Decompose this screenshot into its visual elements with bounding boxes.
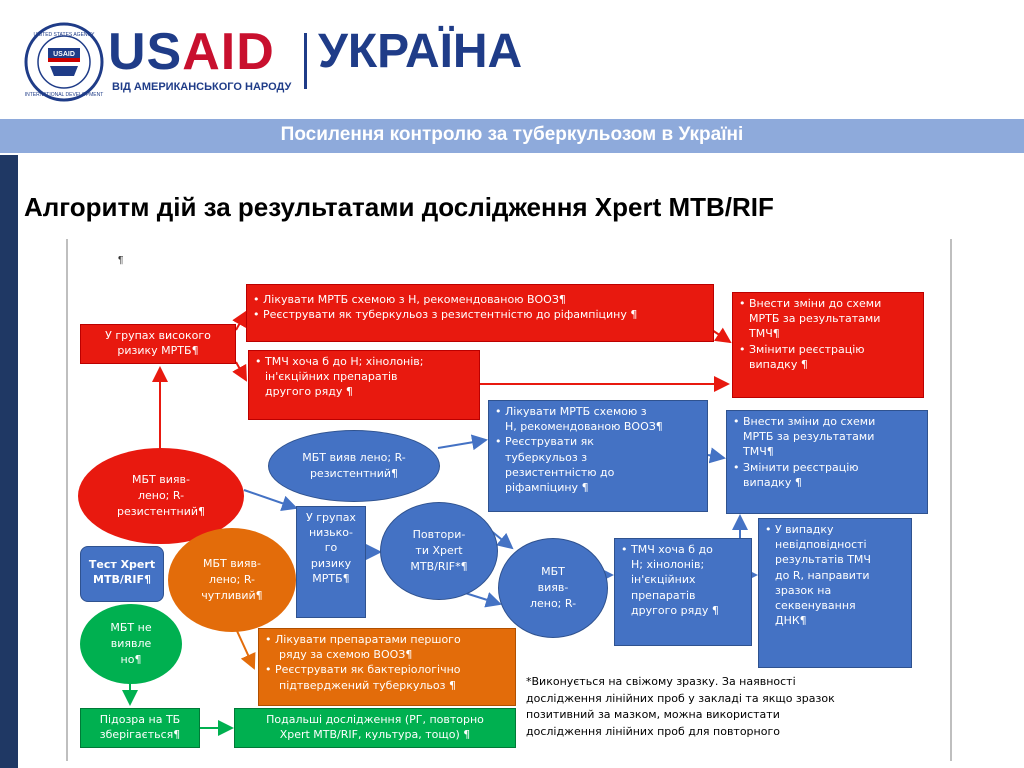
mbt-resistant-ellipse: МБТ вияв- лено; R- резистентний¶ (78, 448, 244, 544)
mbt-negative-ellipse: МБТ не виявле но¶ (80, 604, 182, 684)
red-tmch-box: • ТМЧ хоча б до Н; хінолонів; ін'єкційних препаратів другого ряду ¶ (248, 350, 480, 420)
blue-right-box: • Внести зміни до схеми МРТБ за результатами ТМЧ¶ • Змінити реєстрацію випадку ¶ (726, 410, 928, 514)
usaid-logo-word: USAID (108, 23, 275, 81)
suspect-tb-box: Підозра на ТБ зберігається¶ (80, 708, 200, 748)
mbt-small-ellipse: МБТ вияв- лено; R- (498, 538, 608, 638)
blue-tmch-box: • ТМЧ хоча б до Н; хінолонів; ін'єкційних препаратів другого ряду ¶ (614, 538, 752, 646)
footnote: *Виконується на свіжому зразку. За наявності дослідження лінійних проб у закладі та якщо зразок позитивний за мазком, можна використати дослідження лінійних проб для повторного (526, 675, 835, 738)
repeat-xpert-ellipse: Повтори- ти Xpert MTB/RIF*¶ (380, 502, 498, 600)
banner-text: Посилення контролю за туберкульозом в Україні (280, 124, 744, 145)
mbt-sensitive-ellipse: МБТ вияв- лено; R- чутливий¶ (168, 528, 296, 632)
pilcrow-mark: ¶ (118, 255, 124, 266)
blue-mismatch-box: • У випадку невідповідності результатів ТМЧ до R, направити зразок на секвенування ДНК¶ (758, 518, 912, 668)
further-tests-box: Подальші дослідження (РГ, повторно Xpert MTB/RIF, культура, тощо) ¶ (234, 708, 516, 748)
mbt-r-ellipse: МБТ вияв лено; R- резистентний¶ (268, 430, 440, 502)
seal-inner-text: USAID (53, 51, 75, 58)
high-risk-box: У групах високого ризику МРТБ¶ (80, 324, 236, 364)
blue-treat-box: • Лікувати МРТБ схемою з Н, рекомендованою ВООЗ¶ • Реєструвати як туберкульоз з резистентністю до ріфампіцину ¶ (488, 400, 708, 512)
svg-text:UNITED STATES AGENCY: UNITED STATES AGENCY (33, 32, 95, 38)
orange-treat-box: • Лікувати препаратами першого ряду за схемою ВООЗ¶ • Реєструвати як бактеріологічно підтверджений туберкульоз ¶ (258, 628, 516, 706)
slide-title: Алгоритм дій за результатами дослідження Xpert MTB/RIF (24, 192, 774, 222)
usaid-tagline: ВІД АМЕРИКАНСЬКОГО НАРОДУ (112, 81, 292, 93)
svg-text:INTERNATIONAL DEVELOPMENT: INTERNATIONAL DEVELOPMENT (24, 92, 104, 98)
low-risk-box: У групах низько- го ризику МРТБ¶ (296, 506, 366, 618)
test-xpert-box: Тест Xpert MTB/RIF¶ (80, 546, 164, 602)
red-treat-box: • Лікувати МРТБ схемою з Н, рекомендованою ВООЗ¶ • Реєструвати як туберкульоз з резистентністю до ріфампіцину ¶ (246, 284, 714, 342)
red-right-box: • Внести зміни до схеми МРТБ за результатами ТМЧ¶ • Змінити реєстрацію випадку ¶ (732, 292, 924, 398)
logo-country: УКРАЇНА (318, 25, 523, 78)
